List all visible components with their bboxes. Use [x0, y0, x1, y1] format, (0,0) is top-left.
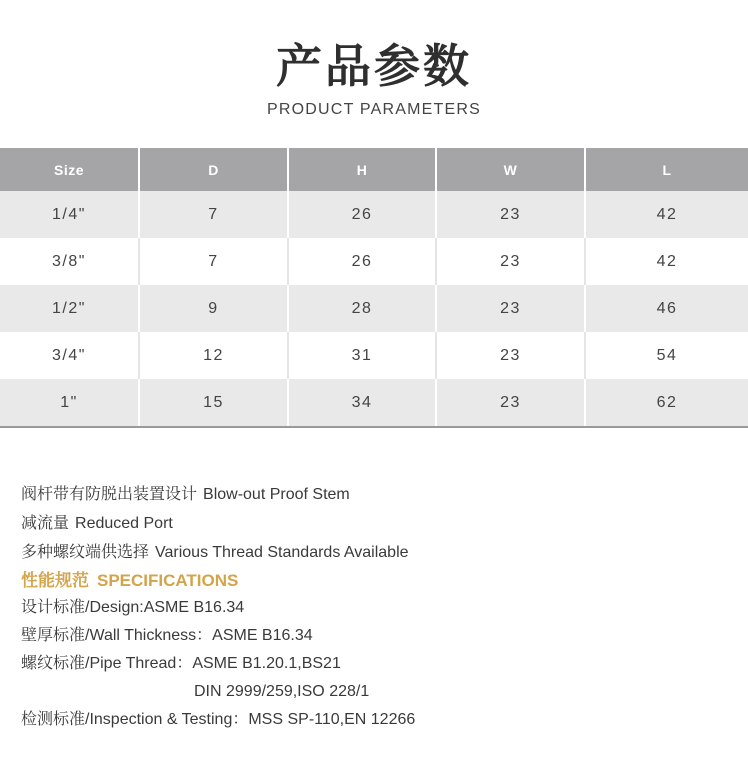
cell-w: 23: [436, 285, 585, 332]
parameters-table: [0, 148, 748, 428]
cell-l: 46: [585, 285, 748, 332]
feature-en: Blow-out Proof Stem: [203, 486, 350, 503]
cell-d: 7: [139, 191, 288, 238]
cell-l: 54: [585, 332, 748, 379]
feature-line: [21, 538, 721, 567]
spec-pipe-thread-continued: DIN 2999/259,ISO 228/1: [194, 683, 370, 700]
cell-h: 28: [288, 285, 436, 332]
cell-w: 23: [436, 332, 585, 379]
column-header-h: H: [288, 148, 436, 191]
cell-l: 42: [585, 238, 748, 285]
specifications-heading: [21, 567, 721, 594]
cell-l: 62: [585, 379, 748, 427]
cell-h: 34: [288, 379, 436, 427]
column-header-d: D: [139, 148, 288, 191]
feature-cn: 减流量: [21, 515, 70, 532]
spec-design: 设计标准/Design:ASME B16.34: [21, 599, 245, 616]
feature-line: [21, 480, 721, 509]
cell-size: 1/4": [0, 191, 139, 238]
column-header-size: Size: [0, 148, 139, 191]
cell-d: 9: [139, 285, 288, 332]
cell-d: 7: [139, 238, 288, 285]
cell-h: 31: [288, 332, 436, 379]
feature-en: Various Thread Standards Available: [155, 544, 409, 561]
page-title: 产品参数: [276, 39, 472, 93]
feature-cn: 阀杆带有防脱出装置设计: [21, 486, 198, 503]
cell-w: 23: [436, 191, 585, 238]
page-subtitle: PRODUCT PARAMETERS: [267, 101, 481, 118]
table-row: [0, 379, 748, 427]
table-header-row: [0, 148, 748, 191]
cell-size: 3/8": [0, 238, 139, 285]
cell-w: 23: [436, 379, 585, 427]
spec-inspection-testing: 检测标准/Inspection & Testing：MSS SP-110,EN 12266: [21, 711, 416, 728]
specifications-heading-en: SPECIFICATIONS: [97, 571, 239, 590]
feature-cn: 多种螺纹端供选择: [21, 544, 150, 561]
column-header-l: L: [585, 148, 748, 191]
cell-d: 15: [139, 379, 288, 427]
cell-l: 42: [585, 191, 748, 238]
cell-h: 26: [288, 191, 436, 238]
specifications-heading-cn: 性能规范: [21, 571, 89, 590]
table-row: [0, 238, 748, 285]
feature-en: Reduced Port: [75, 515, 173, 532]
cell-d: 12: [139, 332, 288, 379]
table-row: [0, 191, 748, 238]
cell-h: 26: [288, 238, 436, 285]
table-row: [0, 332, 748, 379]
table-row: [0, 285, 748, 332]
spec-wall-thickness: 壁厚标准/Wall Thickness：ASME B16.34: [21, 627, 313, 644]
cell-size: 3/4": [0, 332, 139, 379]
cell-size: 1/2": [0, 285, 139, 332]
cell-size: 1": [0, 379, 139, 427]
specs-section: [21, 480, 721, 734]
spec-pipe-thread: 螺纹标准/Pipe Thread：ASME B1.20.1,BS21: [21, 655, 341, 672]
cell-w: 23: [436, 238, 585, 285]
feature-line: [21, 509, 721, 538]
column-header-w: W: [436, 148, 585, 191]
